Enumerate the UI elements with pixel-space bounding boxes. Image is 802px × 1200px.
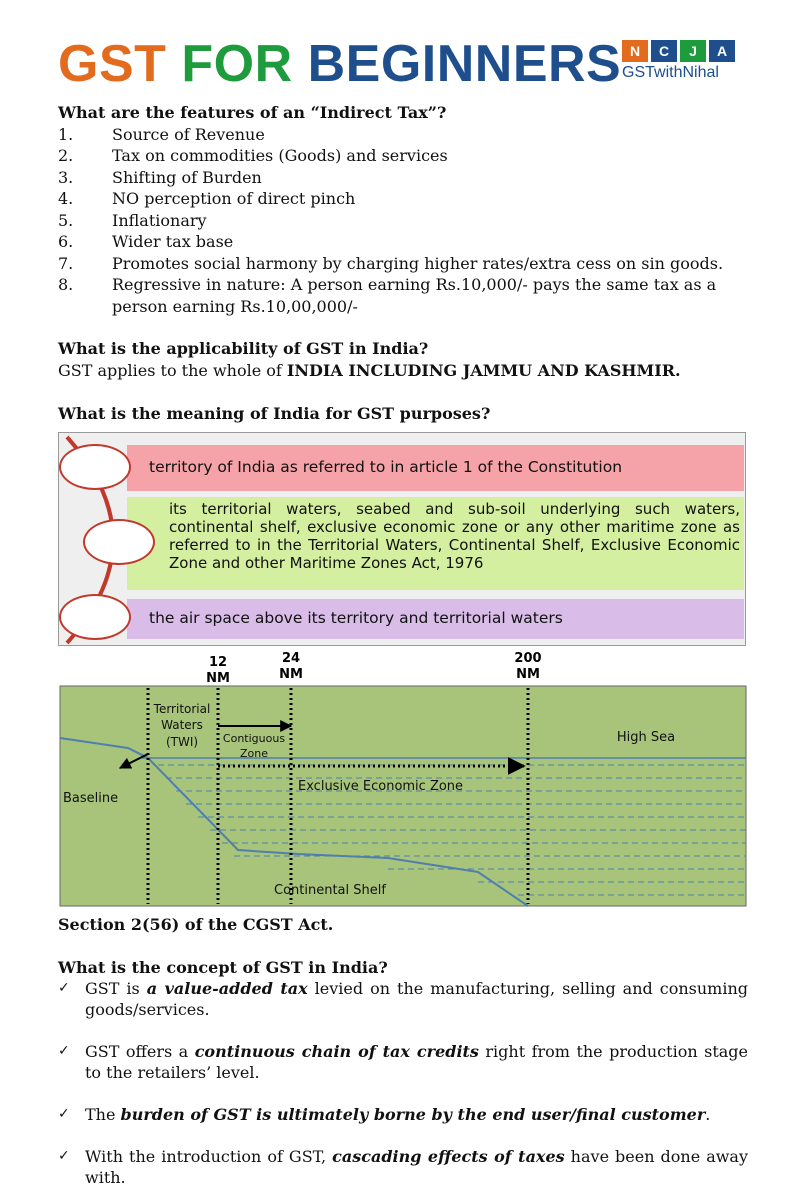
label-territorial-3: (TWI) (165, 735, 199, 749)
list-item (58, 188, 748, 210)
list-text: NO perception of direct pinch (112, 189, 356, 208)
bullet-pre: GST is (85, 979, 147, 998)
list-number: 1. (58, 124, 74, 144)
title-for: FOR (181, 35, 293, 93)
list-item (58, 253, 748, 275)
list-number: 2. (58, 146, 74, 165)
bullet-text (85, 1104, 748, 1125)
bullet-emphasis: continuous chain of tax credits (194, 1042, 479, 1061)
panel-item-territory (127, 445, 744, 491)
answer-bold: INDIA INCLUDING JAMMU AND KASHMIR. (286, 360, 681, 380)
mark-24-unit: NM (279, 667, 303, 682)
label-baseline: Baseline (63, 791, 119, 806)
list-text: Tax on commodities (Goods) and services (112, 146, 448, 165)
bullet-pre: With the introduction of GST, (85, 1147, 333, 1166)
list-item (58, 124, 748, 146)
india-definition-panel (58, 432, 746, 646)
logo-letter-j: J (680, 40, 706, 62)
bullet-text (85, 1041, 748, 1083)
check-icon: ✓ (58, 1043, 70, 1059)
question-heading-india (58, 403, 748, 425)
logo-subtitle: GSTwithNihal (622, 64, 719, 81)
label-eez: Exclusive Economic Zone (298, 779, 464, 794)
maritime-zones-diagram (58, 650, 748, 908)
logo-letter-c: C (651, 40, 677, 62)
label-contiguous-2: Zone (239, 747, 269, 760)
panel-item-text: its territorial waters, seabed and sub-soil underlying such waters, continental shelf, exclusive economic zone or any other maritime zone as referred to in the Territorial Waters, Continental Shelf, Exclusive Economic Zone and other Maritime Zones Act, 1976 (169, 500, 740, 572)
list-item (58, 1041, 748, 1083)
bullet-emphasis: a value-added tax (146, 979, 308, 998)
label-continental-shelf: Continental Shelf (274, 883, 386, 898)
list-item (58, 210, 748, 232)
list-text: Source of Revenue (112, 124, 265, 144)
mark-200-unit: NM (516, 667, 540, 682)
question-heading: What is the applicability of GST in India? (58, 339, 429, 358)
bullet-emphasis: burden of GST is ultimately borne by the end user/final customer (120, 1105, 706, 1124)
section-reference: Section 2(56) of the CGST Act. (58, 915, 334, 934)
check-icon: ✓ (58, 980, 70, 996)
bullet-post: have been done away with. (85, 1147, 749, 1187)
mark-12-number: 12 (208, 655, 228, 670)
check-icon: ✓ (58, 1148, 70, 1164)
list-item (58, 274, 748, 317)
panel-circle-2 (83, 519, 155, 565)
logo (622, 40, 740, 82)
panel-item-text: the air space above its territory and territorial waters (149, 609, 563, 627)
list-text: Promotes social harmony by charging higher rates/extra cess on sin goods. (112, 253, 724, 273)
list-item (58, 978, 748, 1020)
question-heading: What is the concept of GST in India? (58, 958, 388, 977)
logo-letter-n: N (622, 40, 648, 62)
answer-text (58, 360, 748, 382)
mark-12-unit: NM (206, 671, 230, 686)
list-text: Regressive in nature: A person earning Rs.10,000/- pays the same tax as a person earning Rs.10,00,000/- (112, 275, 717, 316)
list-number: 3. (58, 167, 74, 187)
list-number: 5. (58, 210, 74, 230)
panel-item-airspace (127, 599, 744, 639)
bullet-pre: GST offers a (85, 1042, 195, 1061)
label-high-sea: High Sea (616, 730, 676, 745)
panel-circle-3 (59, 594, 131, 640)
list-number: 6. (58, 232, 74, 251)
label-contiguous-1: Contiguous (222, 732, 286, 745)
section-concept (58, 957, 748, 1188)
panel-item-text: territory of India as referred to in article 1 of the Constitution (149, 458, 623, 476)
bullet-post: right from the production stage to the retailers’ level. (85, 1042, 748, 1082)
section-applicability (58, 338, 748, 381)
list-item (58, 231, 748, 253)
section-indirect-tax (58, 102, 748, 317)
mark-24-number: 24 (281, 651, 301, 666)
list-text: Inflationary (112, 210, 207, 230)
logo-letter-a: A (709, 40, 735, 62)
page-title (58, 34, 621, 94)
list-item (58, 1146, 748, 1188)
list-number: 7. (58, 253, 74, 273)
list-item (58, 167, 748, 189)
title-beginners: BEGINNERS (307, 35, 622, 93)
label-territorial-2: Waters (161, 718, 203, 732)
panel-item-waters (127, 497, 744, 590)
label-territorial-1: Territorial (153, 702, 211, 716)
bullet-post: . (705, 1105, 711, 1124)
bullet-text (85, 978, 748, 1020)
bullet-text (85, 1146, 748, 1188)
list-text: Wider tax base (112, 232, 234, 251)
question-heading: What are the features of an “Indirect Tax”? (58, 103, 447, 122)
list-number: 4. (58, 189, 74, 208)
bullet-emphasis: cascading effects of taxes (332, 1147, 565, 1166)
answer-plain: GST applies to the whole of (58, 360, 287, 380)
list-number: 8. (58, 275, 74, 294)
panel-circle-1 (59, 444, 131, 490)
question-heading: What is the meaning of India for GST purposes? (58, 404, 491, 423)
title-gst: GST (58, 35, 167, 93)
check-icon: ✓ (58, 1106, 70, 1122)
bullet-post: levied on the manufacturing, selling and consuming goods/services. (85, 979, 749, 1019)
mark-200-number: 200 (514, 651, 542, 666)
list-item (58, 145, 748, 167)
list-text: Shifting of Burden (112, 167, 262, 187)
list-item (58, 1104, 748, 1125)
bullet-pre: The (85, 1105, 121, 1124)
